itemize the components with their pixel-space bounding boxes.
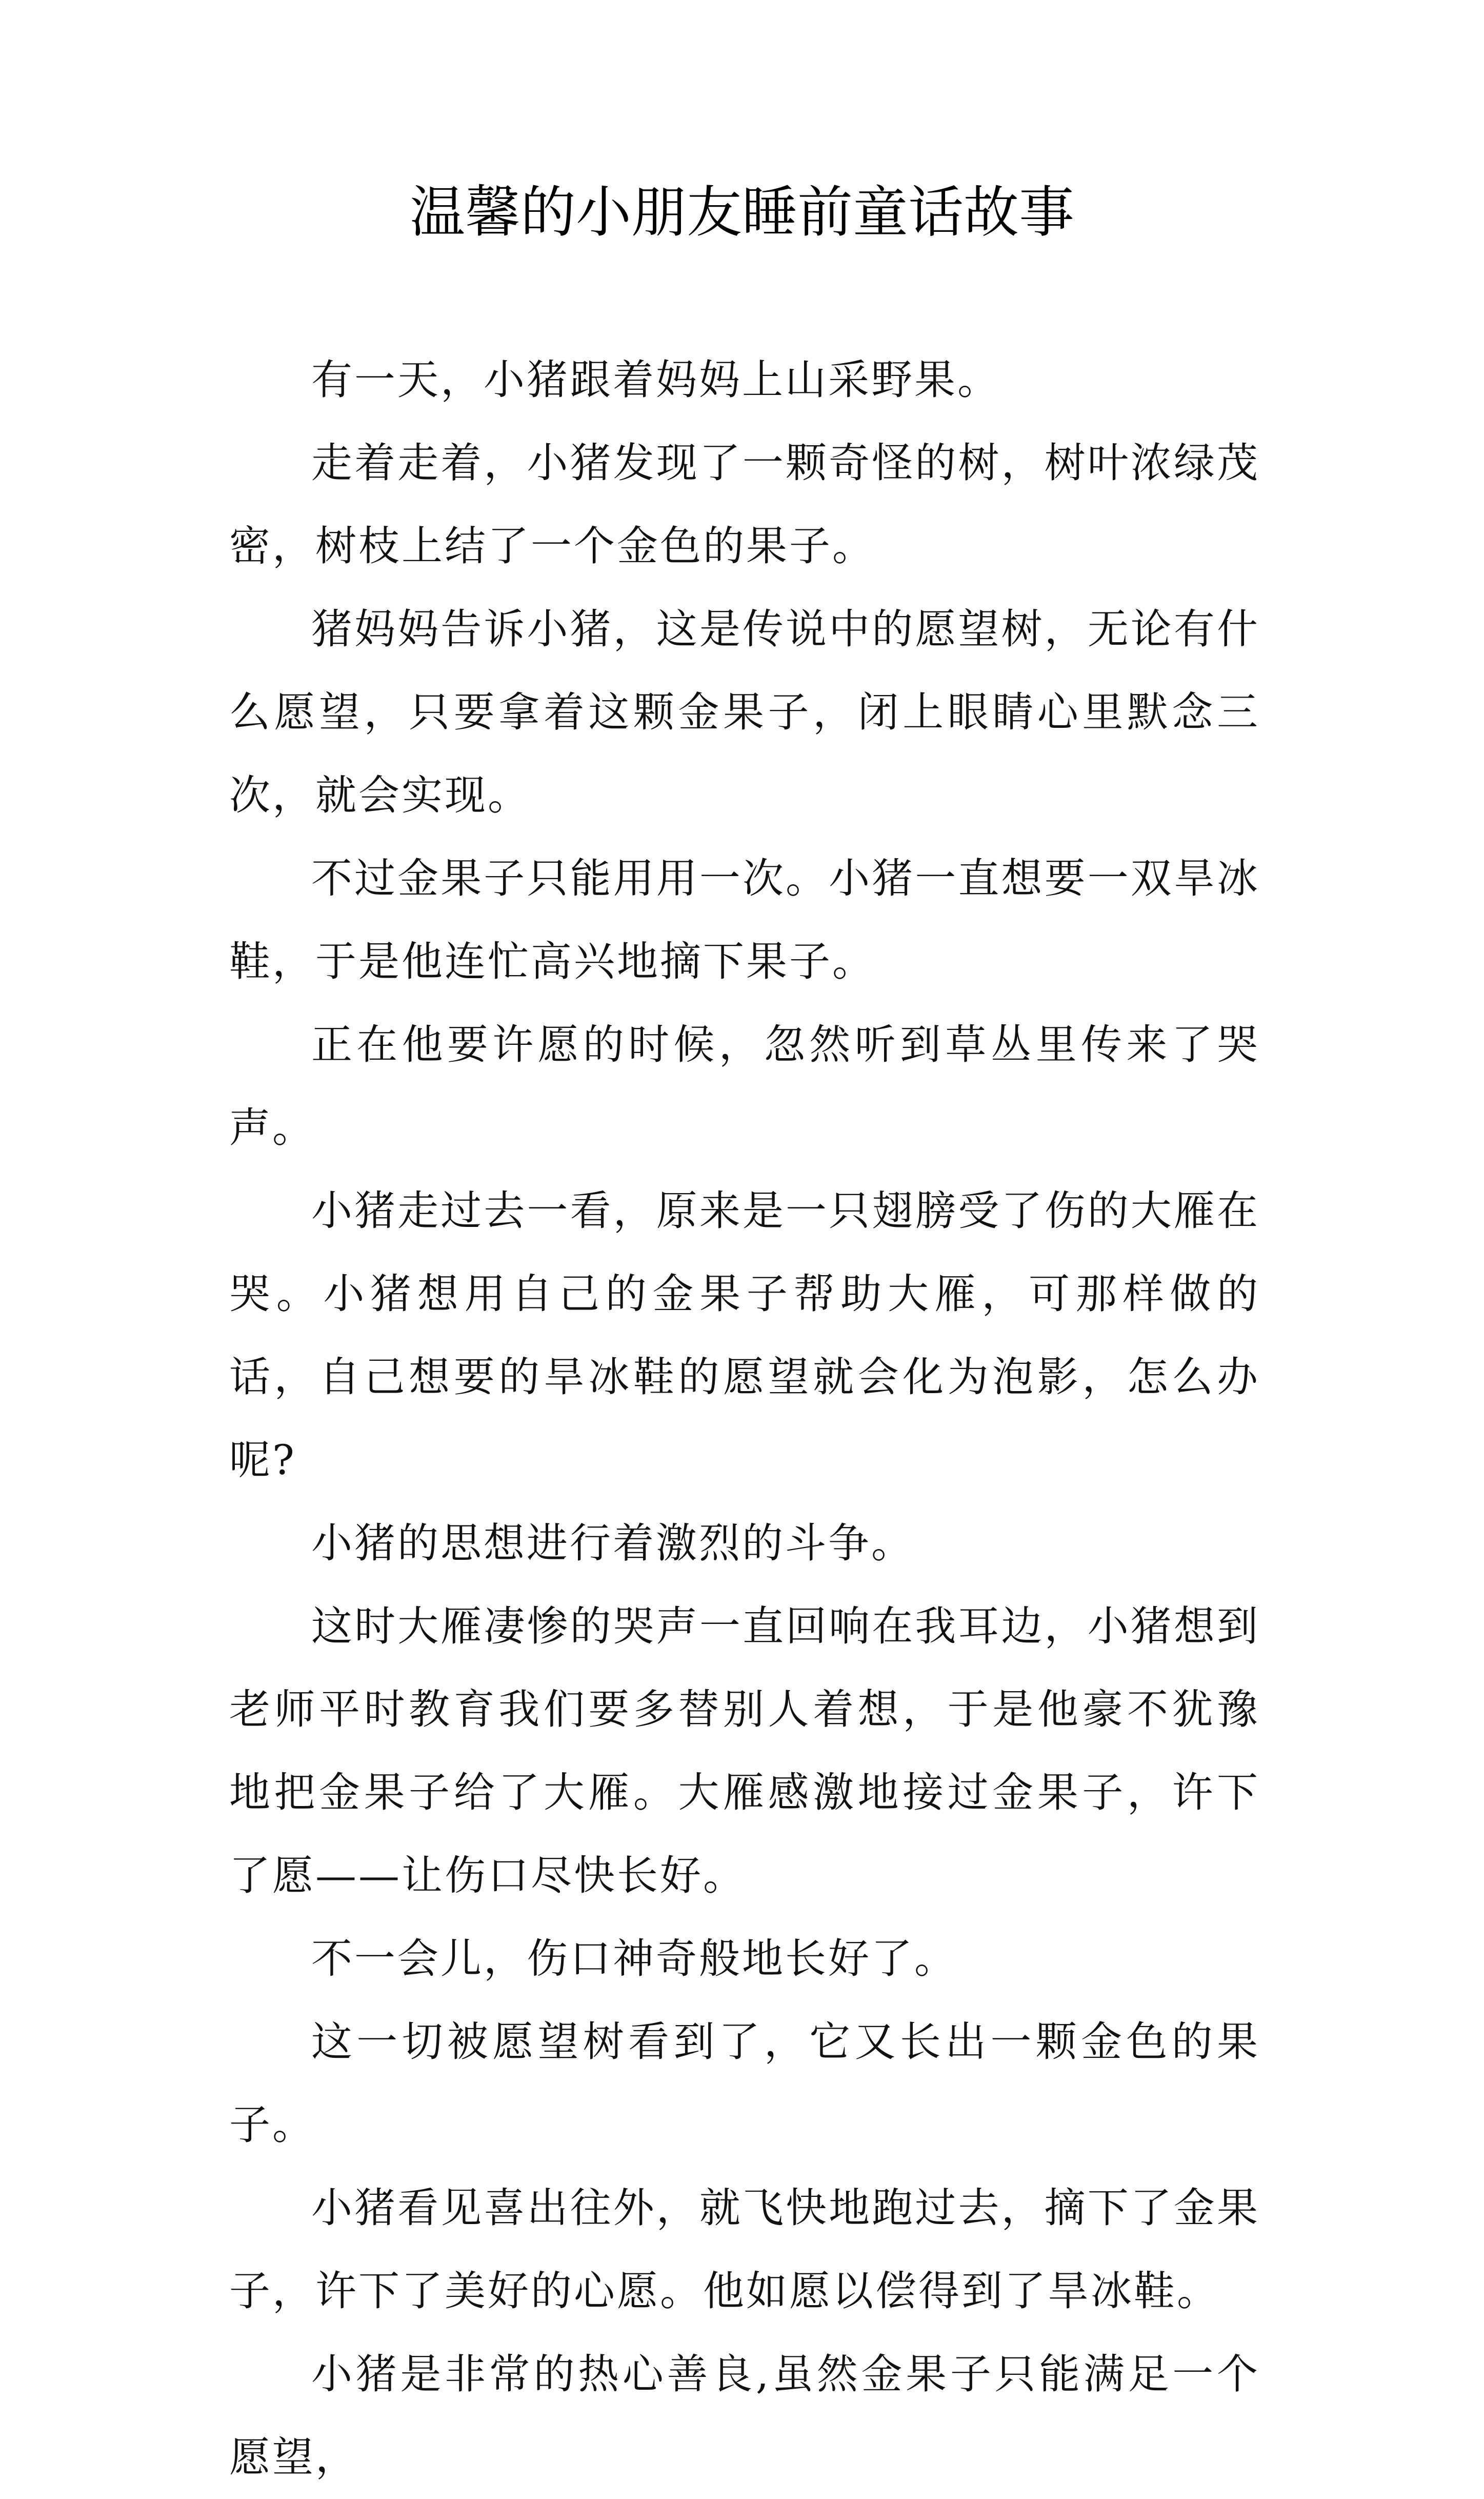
document-title: 温馨的小朋友睡前童话故事 bbox=[409, 181, 1074, 245]
paragraph: 正在他要许愿的时候，忽然听到草丛里传来了哭声。 bbox=[229, 1021, 1260, 1152]
paragraph: 这一切被愿望树看到了，它又长出一颗金色的果子。 bbox=[229, 2018, 1260, 2149]
paragraph: 小猪的思想进行着激烈的斗争。 bbox=[311, 1519, 914, 1567]
paragraph: 小猪看见喜出往外，就飞快地跑过去，摘下了金果子，许下了美好的心愿。他如愿以偿得到了旱冰鞋。 bbox=[229, 2184, 1260, 2315]
document-body bbox=[229, 339, 1260, 2499]
paragraph: 不过金果子只能用用一次。小猪一直想要一双旱冰鞋，于是他连忙高兴地摘下果子。 bbox=[229, 855, 1260, 985]
paragraph: 走着走着，小猪发现了一颗奇怪的树，树叶浓绿茂密，树枝上结了一个金色的果子。 bbox=[229, 439, 1260, 570]
paragraph: 猪妈妈告诉小猪，这是传说中的愿望树，无论有什么愿望，只要拿着这颗金果子，闭上眼睛心里默念三次，就会实现。 bbox=[229, 605, 1260, 819]
paragraph: 小猪是非常的热心善良,虽然金果子只能满足一个愿望， bbox=[229, 2350, 1260, 2481]
paragraph: 有一天，小猪跟着妈妈上山采野果。 bbox=[311, 356, 1000, 404]
paragraph: 不一会儿，伤口神奇般地长好了。 bbox=[311, 1935, 957, 1982]
paragraph: 小猪走过去一看，原来是一只翅膀受了伤的大雁在哭。小猪想用自己的金果子帮助大雁，可那样做的话，自己想要的旱冰鞋的愿望就会化为泡影，怎么办呢? bbox=[229, 1187, 1260, 1484]
paragraph: 这时大雁凄惨的哭声一直回响在我耳边，小猪想到老师平时教育我们要多替别人着想，于是他豪不犹豫地把金果子给了大雁。大雁感激地接过金果子，许下了愿——让伤口尽快长好。 bbox=[229, 1602, 1260, 1899]
